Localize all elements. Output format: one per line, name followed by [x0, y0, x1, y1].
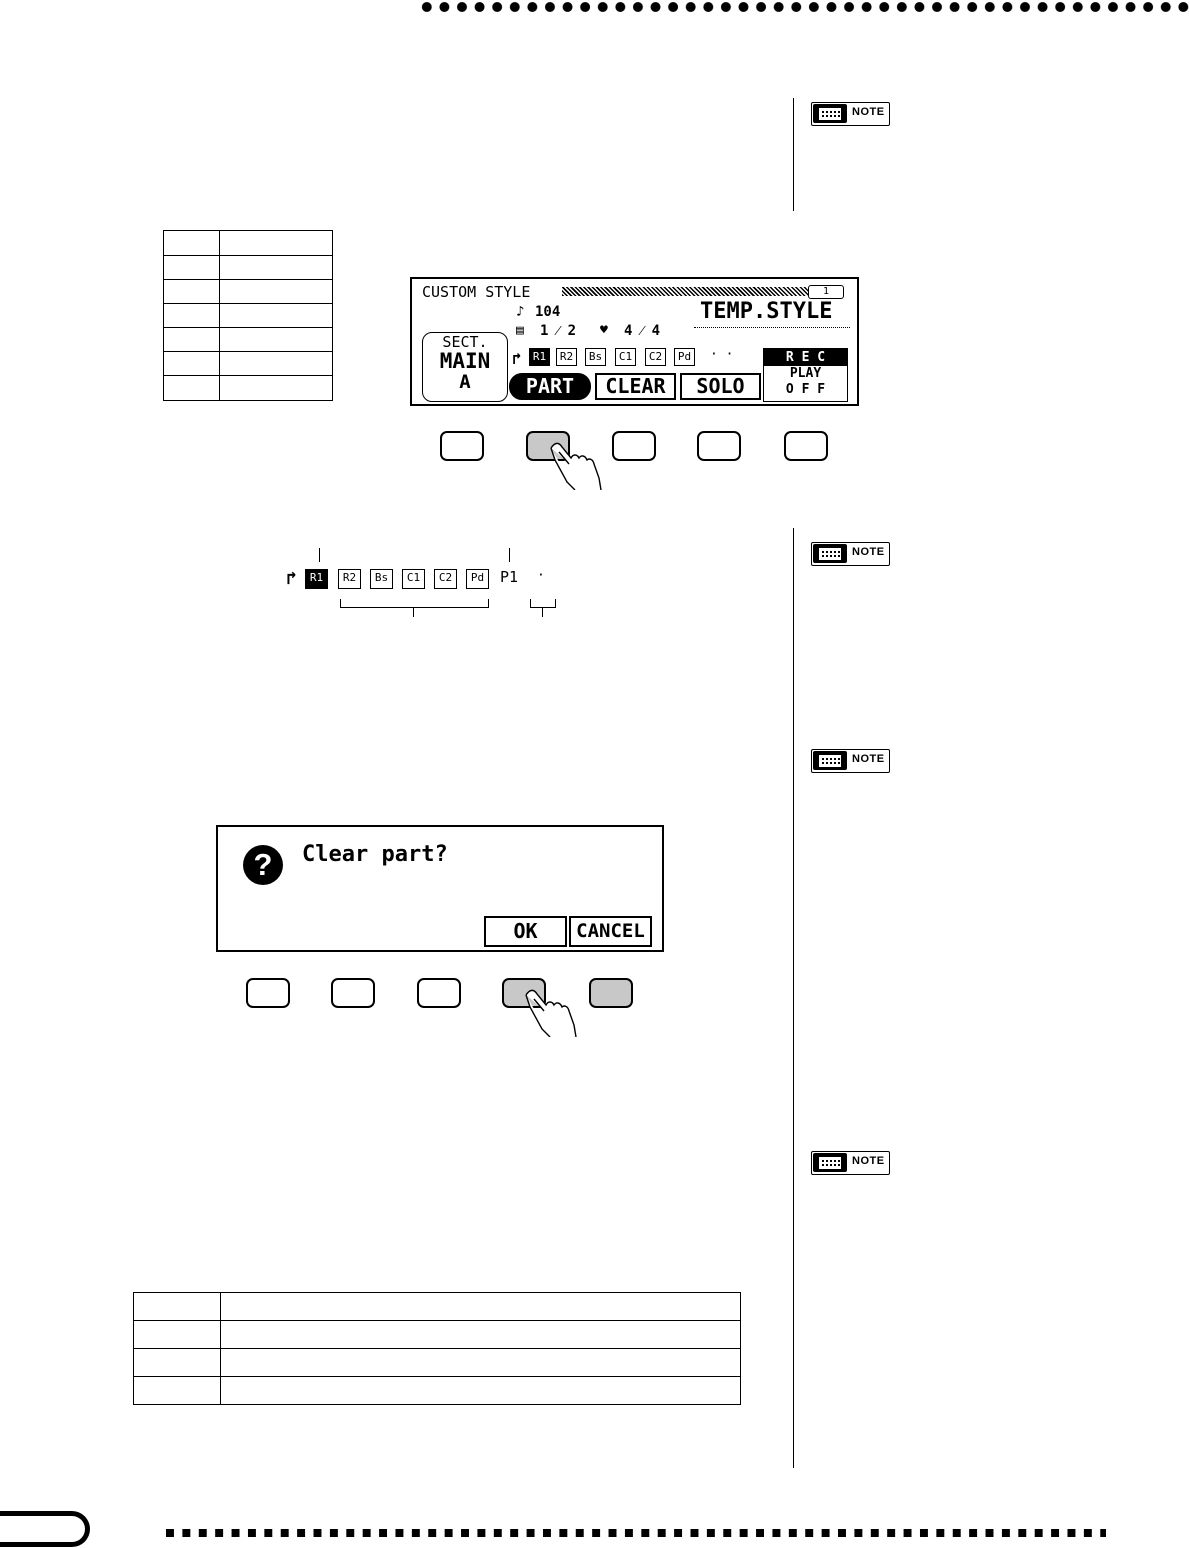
note-badge: NOTE [811, 102, 890, 126]
note-badge: NOTE [811, 542, 890, 566]
part-cell[interactable]: R2 [556, 348, 577, 366]
mode-off: O F F [785, 382, 826, 397]
bar-value: 1 ⁄ 2 [540, 323, 577, 339]
lcd-button-3[interactable] [612, 431, 656, 461]
part-arrow-icon: ↱ [286, 568, 297, 589]
pressing-hand-icon [545, 438, 605, 490]
solo-button[interactable]: SOLO [680, 373, 761, 400]
lcd-clear-dialog [216, 825, 664, 952]
part-cell[interactable]: C2 [645, 348, 666, 366]
part-p1-label: P1 [500, 568, 519, 586]
section-button[interactable]: SECT. MAIN A [422, 332, 508, 402]
note-badge: NOTE [811, 1151, 890, 1175]
keyboard-note-icon [813, 751, 847, 770]
question-icon: ? [243, 845, 283, 885]
part-dot: · [537, 568, 545, 583]
metronome-icon: ♪ [516, 304, 525, 320]
part-cell[interactable]: Bs [585, 348, 606, 366]
keyboard-note-icon [813, 544, 847, 563]
style-name-underline [694, 327, 850, 328]
part-cell[interactable]: C2 [434, 569, 457, 589]
part-button[interactable]: PART [509, 373, 591, 400]
part-cell[interactable]: R1 [529, 348, 550, 366]
part-cell[interactable]: C1 [402, 569, 425, 589]
page-number-tab [0, 1511, 90, 1547]
bar-icon: ▤ [516, 323, 524, 338]
part-cell[interactable]: C1 [615, 348, 636, 366]
record-mode-selector[interactable] [763, 348, 848, 402]
lcd-button-4[interactable] [697, 431, 741, 461]
part-cell[interactable]: Pd [674, 348, 695, 366]
lcd-button-5[interactable] [784, 431, 828, 461]
bracket-stem [413, 607, 414, 617]
mode-rec: R E C [764, 349, 847, 366]
bottom-dash-border [166, 1529, 1106, 1537]
cancel-button[interactable]: CANCEL [569, 916, 652, 947]
ok-button[interactable]: OK [484, 916, 567, 947]
bracket-preset-parts [340, 599, 489, 608]
settings-table [133, 1292, 741, 1405]
part-table [163, 230, 333, 401]
part-cell[interactable]: Bs [370, 569, 393, 589]
pressing-hand-icon [520, 985, 580, 1037]
mode-play: PLAY [789, 366, 822, 381]
lcd-button-5[interactable] [589, 978, 633, 1008]
empty-part-dots: · · [710, 347, 734, 362]
lcd-button-1[interactable] [246, 978, 290, 1008]
callout-line [509, 548, 510, 562]
margin-rule-top [793, 98, 794, 211]
keyboard-note-icon [813, 1153, 847, 1172]
part-cell[interactable]: R2 [338, 569, 361, 589]
lcd-custom-style [410, 277, 859, 406]
lcd-button-3[interactable] [417, 978, 461, 1008]
tempo-value: 104 [535, 304, 561, 320]
page-indicator: 1 [808, 285, 844, 299]
beat-icon: ♥ [600, 323, 608, 338]
top-dot-border [418, 0, 1190, 14]
bracket-stem [542, 607, 543, 617]
beat-value: 4 ⁄ 4 [624, 323, 661, 339]
lcd-button-2[interactable] [331, 978, 375, 1008]
keyboard-note-icon [813, 104, 847, 123]
bracket-user-parts [530, 599, 556, 608]
margin-rule-main [793, 528, 794, 1468]
lcd-button-1[interactable] [440, 431, 484, 461]
note-badge: NOTE [811, 749, 890, 773]
header-pattern-bar [562, 287, 808, 296]
clear-button[interactable]: CLEAR [595, 373, 676, 400]
dialog-message: Clear part? [302, 842, 448, 867]
style-name: TEMP.STYLE [700, 299, 833, 324]
lcd-header: CUSTOM STYLE [422, 283, 531, 301]
part-cell[interactable]: Pd [466, 569, 489, 589]
part-cell[interactable]: R1 [305, 569, 328, 589]
part-arrow-icon: ↱ [512, 349, 522, 368]
callout-line [319, 548, 320, 562]
